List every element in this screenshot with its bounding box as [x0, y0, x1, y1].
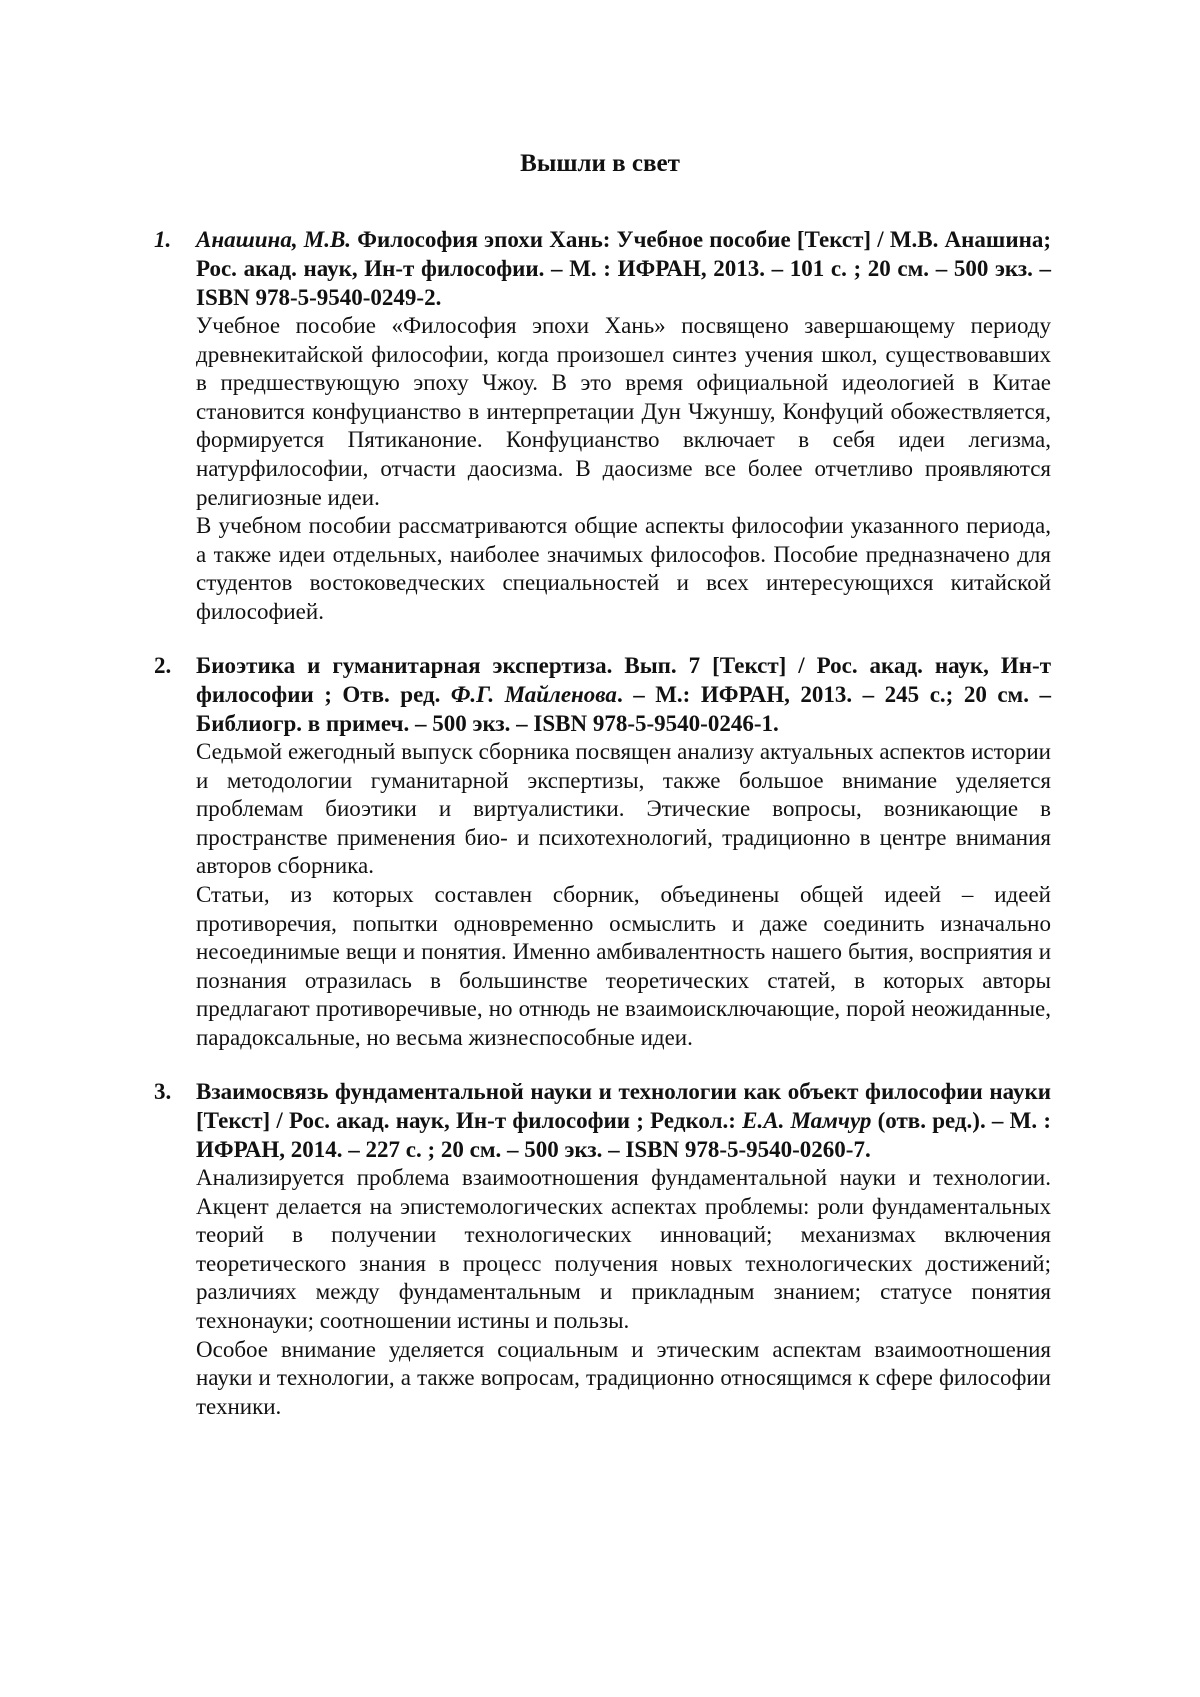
entry-paragraph: В учебном пособии рассматриваются общие аспекты философии указанного периода, а также идеи отдельных, наиболее значимых философов. Пособие предназначено для студентов востоковедческих специальностей и всех интересующихся китайской философией.	[196, 513, 1051, 624]
entry-number: 1.	[154, 227, 172, 252]
bibliography-entry	[154, 1077, 1051, 1421]
entry-paragraph: Анализируется проблема взаимоотношения фундаментальной науки и технологии. Акцент делается на эпистемологических аспектах проблемы: роли фундаментальных теорий в получении технологических инноваций; механизмах включения теоретического знания в процесс получения новых технологических достижений; различиях между фундаментальным и прикладным знанием; статусе понятия технонауки; соотношении истины и пользы.	[196, 1165, 1051, 1333]
entry-editor: Ф.Г. Майленова	[450, 682, 617, 707]
entry-heading	[196, 651, 1051, 738]
entry-paragraph: Статьи, из которых составлен сборник, объединены общей идеей – идеей противоречия, попытки одновременно осмыслить и даже соединить изначально несоединимые вещи и понятия. Именно амбивалентность нашего бытия, восприятия и познания отразилась в большинстве теоретических статей, в которых авторы предлагают противоречивые, но отнюдь не взаимоисключающие, порой неожиданные, парадоксальные, но весьма жизнеспособные идеи.	[196, 881, 1051, 1050]
entry-number: 2.	[154, 653, 172, 678]
entry-heading-text: . – М.: ИФРАН, 2013. – 245 с.; 20 см. – Библиогр. в примеч. – 500 экз. – ISBN 978-5-9540-0246-1.	[196, 682, 1051, 736]
entry-paragraph: Особое внимание уделяется социальным и этическим аспектам взаимоотношения науки и технологии, а также вопросам, традиционно относящимся к сфере философии техники.	[196, 1336, 1051, 1419]
entry-author: Анашина, М.В.	[196, 227, 352, 252]
entry-heading-text: (отв. ред.). – М. : ИФРАН, 2014. – 227 с. ; 20 см. – 500 экз. – ISBN 978-5-9540-0260-7.	[196, 1108, 1052, 1162]
entry-paragraph: Седьмой ежегодный выпуск сборника посвящен анализу актуальных аспектов истории и методологии гуманитарной экспертизы, также большое внимание уделяется проблемам биоэтики и виртуалистики. Этические вопросы, возникающие в пространстве применения био- и психотехнологий, традиционно в центре внимания авторов сборника.	[196, 739, 1051, 879]
entry-heading	[196, 225, 1051, 312]
entry-paragraph: Учебное пособие «Философия эпохи Хань» посвящено завершающему периоду древнекитайской философии, когда произошел синтез учения школ, существовавших в предшествующую эпоху Чжоу. В это время официальной идеологией в Китае становится конфуцианство в интерпретации Дун Чжуншу, Конфуций обожествляется, формируется Пятиканоние. Конфуцианство включает в себя идеи легизма, натурфилософии, отчасти даосизма. В даосизме все более отчетливо проявляются религиозные идеи.	[196, 313, 1051, 510]
bibliography-entry	[154, 651, 1051, 1053]
entry-number: 3.	[154, 1079, 172, 1104]
entry-heading-text: Биоэтика и гуманитарная экспертиза. Вып. 7 [Текст] / Рос. акад. наук, Ин-т философии ; Отв. ред.	[196, 653, 1051, 707]
entry-heading	[196, 1077, 1051, 1164]
bibliography-entry	[154, 225, 1051, 627]
page-title: Вышли в свет	[520, 150, 680, 177]
entry-editor: Е.А. Мамчур	[742, 1108, 872, 1133]
entry-heading-text: Взаимосвязь фундаментальной науки и технологии как объект философии науки [Текст] / Рос. акад. наук, Ин-т философии ; Редкол.:	[196, 1079, 1051, 1133]
entry-heading-text: Философия эпохи Хань: Учебное пособие [Текст] / М.В. Анашина; Рос. акад. наук, Ин-т философии. – М. : ИФРАН, 2013. – 101 с. ; 20 см. – 500 экз. – ISBN 978-5-9540-0249-2.	[196, 227, 1052, 310]
